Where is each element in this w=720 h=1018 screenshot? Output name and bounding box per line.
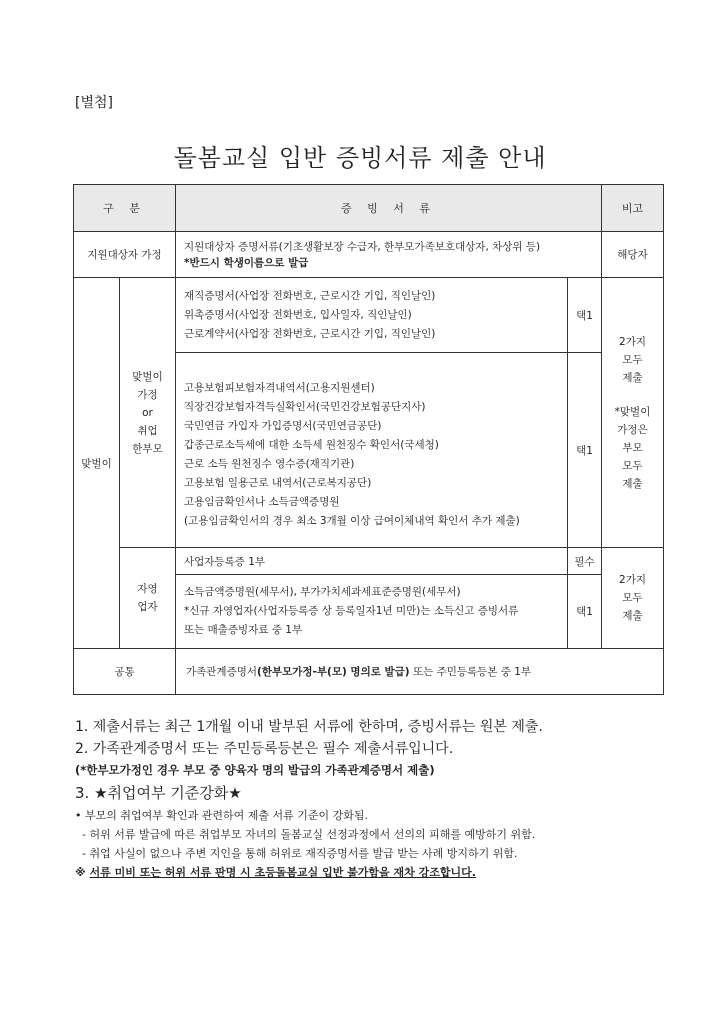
list-item: 고용보험피보험자격내역서(고용지원센터)	[184, 382, 375, 394]
group-a-select: 택1	[568, 278, 602, 353]
list-item: 국민연금 가입자 가입증명서(국민연금공단)	[184, 420, 382, 432]
note-2: 2. 가족관계증명서 또는 주민등록등본은 필수 제출서류입니다.	[75, 741, 454, 757]
dual-note-self	[602, 548, 664, 649]
documents-table	[73, 184, 664, 695]
sub1-line: or	[142, 406, 153, 419]
note1-line: 부모	[622, 441, 643, 454]
note2-line: 제출	[622, 610, 643, 622]
note1-line: 모두	[622, 459, 643, 472]
dual-row-a	[74, 278, 664, 353]
support-doc: 지원대상자 증명서류(기초생활보장 수급자, 한부모가족보호대상자, 차상위 등)	[184, 240, 541, 253]
header-note: 비고	[602, 185, 664, 232]
sub1-line: 맞벌이	[132, 370, 163, 383]
dual-note-working	[602, 278, 664, 548]
list-item: 고용임금확인서나 소득금액증명원	[184, 496, 340, 508]
common-doc-bold: (한부모가정-부(모) 명의로 발급)	[257, 666, 410, 678]
note1-line: 모두	[622, 353, 643, 366]
warning-mark: ※	[75, 866, 86, 879]
common-row	[74, 649, 664, 695]
warning-text: 서류 미비 또는 허위 서류 판명 시 초등돌봄교실 입반 불가함을 재차 강조합니다.	[89, 866, 476, 879]
list-item: 갑종근로소득세에 대한 소득세 원천징수 확인서(국세청)	[184, 439, 439, 451]
note2-line: 모두	[622, 592, 643, 604]
list-item: 고용보험 일용근로 내역서(근로복지공단)	[184, 477, 372, 489]
support-docs	[176, 232, 602, 278]
note1-line: *맞벌이	[614, 405, 651, 418]
dual-category: 맞벌이	[74, 278, 120, 649]
support-note: 해당자	[602, 232, 664, 278]
list-item: 위촉증명서(사업장 전화번호, 입사일자, 직인날인)	[184, 308, 412, 321]
warning-line	[75, 863, 675, 882]
support-doc-bold: *반드시 학생이름으로 발급	[184, 256, 309, 269]
sub1-line: 한부모	[132, 442, 163, 455]
note-1: 1. 제출서류는 최근 1개월 이내 발부된 서류에 한하며, 증빙서류는 원본 제출.	[75, 719, 543, 735]
note-3: 3. ★취업여부 기준강화★	[75, 784, 242, 802]
note1-line: 제출	[622, 477, 643, 490]
dual-sub-working	[120, 278, 176, 548]
note-3-bullet-1: • 부모의 취업여부 확인과 관련하여 제출 서류 기준이 강화됨.	[75, 809, 368, 822]
dual-row-c	[74, 548, 664, 575]
list-item: 재직증명서(사업장 전화번호, 근로시간 기입, 직인날인)	[184, 289, 436, 302]
common-doc-suffix: 또는 주민등록등본 중 1부	[409, 666, 532, 678]
support-row	[74, 232, 664, 278]
list-item: 근로계약서(사업장 전화번호, 근로시간 기입, 직인날인)	[184, 327, 436, 340]
list-item: *신규 자영업자(사업자등록증 상 등록일자1년 미만)는 소득신고 증빙서류	[184, 605, 519, 617]
note-2-sub: (*한부모가정인 경우 부모 중 양육자 명의 발급의 가족관계증명서 제출)	[75, 763, 435, 777]
group-a-docs	[176, 278, 568, 353]
sub2-line: 업자	[137, 601, 158, 613]
notes-section	[75, 716, 675, 882]
group-d-select: 택1	[568, 575, 602, 649]
group-c-select: 필수	[568, 548, 602, 575]
page-title: 돌봄교실 입반 증빙서류 제출 안내	[173, 144, 547, 172]
sub1-line: 가정	[137, 388, 158, 401]
sub2-line: 자영	[137, 583, 158, 595]
list-item: 소득금액증명원(세무서), 부가가치세과세표준증명원(세무서)	[184, 586, 461, 598]
note1-line: 제출	[622, 371, 643, 384]
attachment-label: [별첨]	[75, 95, 113, 111]
list-item: 또는 매출증빙자료 중 1부	[184, 624, 303, 636]
note-3-bullet-2: - 허위 서류 발급에 따른 취업부모 자녀의 돌봄교실 선정과정에서 선의의 피해를 예방하기 위함.	[75, 828, 536, 841]
dual-sub-self	[120, 548, 176, 649]
common-doc	[176, 649, 664, 695]
list-item: 직장건강보험자격득실확인서(국민건강보험공단지사)	[184, 401, 426, 413]
header-category: 구 분	[74, 185, 176, 232]
note-3-bullet-3: - 취업 사실이 없으나 주변 지인을 통해 허위로 재직증명서를 발급 받는 사례 방지하기 위함.	[75, 847, 518, 860]
common-doc-prefix: 가족관계증명서	[186, 666, 258, 678]
group-b-docs	[176, 353, 568, 548]
header-documents: 증 빙 서 류	[176, 185, 602, 232]
table-header-row	[74, 185, 664, 232]
common-category: 공통	[74, 649, 176, 695]
note2-line: 2가지	[619, 574, 646, 586]
sub1-line: 취업	[137, 424, 158, 437]
support-category: 지원대상자 가정	[74, 232, 176, 278]
note1-line: 가정은	[617, 423, 648, 436]
group-d-docs	[176, 575, 568, 649]
note1-line: 2가지	[619, 335, 646, 348]
group-b-select: 택1	[568, 353, 602, 548]
list-item: (고용임금확인서의 경우 최소 3개월 이상 급여이체내역 확인서 추가 제출)	[184, 515, 520, 527]
list-item: 근로 소득 원천징수 영수증(재직기관)	[184, 458, 355, 470]
group-c-doc: 사업자등록증 1부	[176, 548, 568, 575]
